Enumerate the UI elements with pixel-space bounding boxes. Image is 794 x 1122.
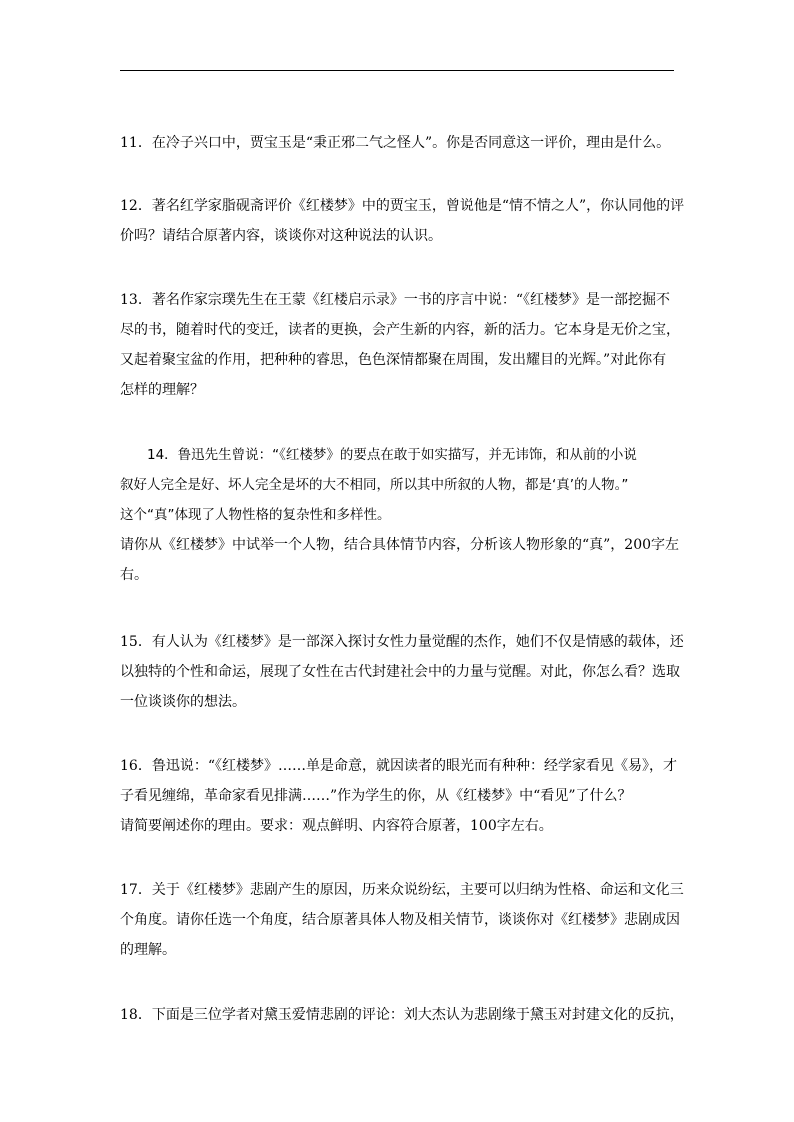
question-11 (120, 128, 676, 158)
question-18-line-1: 18．下面是三位学者对黛玉爱情悲剧的评论：刘大杰认为悲剧缘于黛玉对封建文化的反抗， (120, 1007, 684, 1023)
question-13 (120, 285, 680, 405)
question-13-line-2: 尽的书，随着时代的变迁，读者的更换，会产生新的内容，新的活力。它本身是无价之宝， (120, 322, 680, 338)
question-17-line-3: 的理解。 (120, 942, 176, 958)
question-17 (120, 875, 684, 965)
question-17-line-2: 个角度。请你任选一个角度，结合原著具体人物及相关情节，谈谈你对《红楼梦》悲剧成因 (120, 912, 680, 928)
question-15-line-2: 以独特的个性和命运，展现了女性在古代封建社会中的力量与觉醒。对此，你怎么看？选取 (120, 664, 680, 680)
question-16 (120, 751, 676, 841)
question-13-line-3: 又起着聚宝盆的作用，把种种的睿思，色色深情都聚在周围，发出耀目的光辉。”对此你有 (120, 352, 667, 368)
question-13-line-1: 13．著名作家宗璞先生在王蒙《红楼启示录》一书的序言中说：“《红楼梦》是一部挖掘不 (120, 292, 670, 308)
question-12 (120, 191, 685, 251)
question-14-line-5: 右。 (120, 567, 148, 583)
question-13-line-4: 怎样的理解？ (120, 382, 204, 398)
question-14-line-1: 14．鲁迅先生曾说：“《红楼梦》的要点在敢于如实描写，并无讳饰，和从前的小说 (120, 447, 637, 463)
question-14-line-3: 这个“真”体现了人物性格的复杂性和多样性。 (120, 507, 391, 523)
question-11-line-1: 11．在冷子兴口中，贾宝玉是“秉正邪二气之怪人”。你是否同意这一评价，理由是什么。 (120, 135, 671, 151)
question-12-line-2: 价吗？请结合原著内容，谈谈你对这种说法的认识。 (120, 228, 442, 244)
question-16-line-2: 子看见缠绵，革命家看见排满……”作为学生的你，从《红楼梦》中“看见”了什么？ (120, 788, 632, 804)
question-14-line-4: 请你从《红楼梦》中试举一个人物，结合具体情节内容，分析该人物形象的“真”，200字左 (120, 537, 680, 553)
question-18 (120, 1000, 684, 1030)
question-16-line-3: 请简要阐述你的理由。要求：观点鲜明、内容符合原著，100字左右。 (120, 818, 553, 834)
question-15 (120, 627, 684, 717)
question-14 (120, 440, 680, 590)
question-15-line-3: 一位谈谈你的想法。 (120, 694, 246, 710)
question-16-line-1: 16．鲁迅说：“《红楼梦》……单是命意，就因读者的眼光而有种种：经学家看见《易》，才 (120, 758, 677, 774)
question-14-line-2: 叙好人完全是好、坏人完全是坏的大不相同，所以其中所叙的人物，都是‘真’的人物。” (120, 477, 629, 493)
header-rule (120, 70, 674, 71)
question-17-line-1: 17．关于《红楼梦》悲剧产生的原因，历来众说纷纭，主要可以归纳为性格、命运和文化三 (120, 882, 684, 898)
question-12-line-1: 12．著名红学家脂砚斋评价《红楼梦》中的贾宝玉，曾说他是“情不情之人”，你认同他的评 (120, 198, 685, 214)
question-15-line-1: 15．有人认为《红楼梦》是一部深入探讨女性力量觉醒的杰作，她们不仅是情感的载体，还 (120, 634, 684, 650)
